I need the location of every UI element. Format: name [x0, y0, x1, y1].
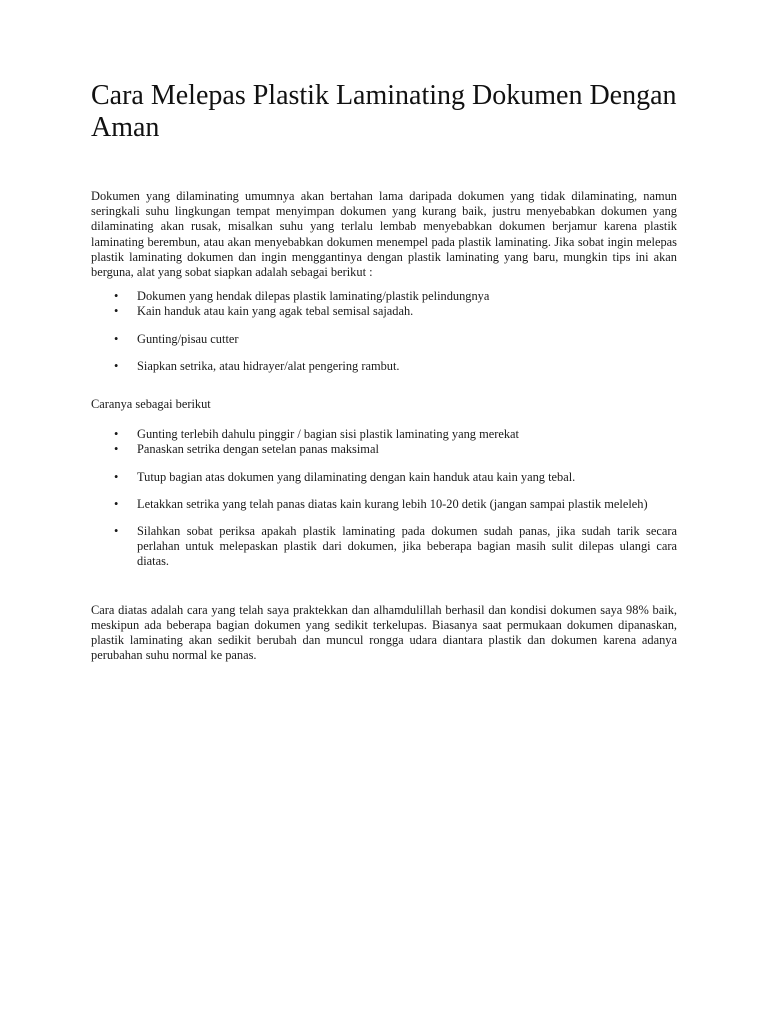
- document-title: Cara Melepas Plastik Laminating Dokumen Dengan Aman: [91, 80, 677, 143]
- list-item: • Letakkan setrika yang telah panas diatas kain kurang lebih 10-20 detik (jangan sampai plastik meleleh): [91, 497, 677, 512]
- list-item: • Silahkan sobat periksa apakah plastik laminating pada dokumen sudah panas, jika sudah tarik secara perlahan untuk melepaskan plastik dari dokumen, jika beberapa bagian masih sulit dilepas ulangi cara diatas.: [91, 524, 677, 570]
- list-item: • Siapkan setrika, atau hidrayer/alat pengering rambut.: [91, 359, 677, 374]
- list-item: • Panaskan setrika dengan setelan panas maksimal: [91, 442, 677, 457]
- list-item: • Kain handuk atau kain yang agak tebal semisal sajadah.: [91, 304, 677, 319]
- tools-list: [91, 289, 677, 374]
- list-item: • Gunting terlebih dahulu pinggir / bagian sisi plastik laminating yang merekat: [91, 427, 677, 442]
- document-page: [91, 80, 677, 663]
- list-item: • Gunting/pisau cutter: [91, 332, 677, 347]
- steps-list: [91, 427, 677, 569]
- intro-paragraph: Dokumen yang dilaminating umumnya akan bertahan lama daripada dokumen yang tidak dilaminating, namun seringkali suhu lingkungan tempat menyimpan dokumen yang kurang baik, justru menyebabkan dokumen yang dilaminating akan rusak, misalkan suhu yang terlalu lembab menyebabkan dokumen berjamur karena plastik laminating berembun, atau akan menyebabkan dokumen menempel pada plastik laminating. Jika sobat ingin melepas plastik laminating dokumen dan ingin menggantinya dengan plastik laminating yang baru, mungkin tips ini akan berguna, alat yang sobat siapkan adalah sebagai berikut :: [91, 189, 677, 280]
- list-item: • Tutup bagian atas dokumen yang dilaminating dengan kain handuk atau kain yang tebal.: [91, 470, 677, 485]
- steps-label: Caranya sebagai berikut: [91, 397, 211, 412]
- list-item: • Dokumen yang hendak dilepas plastik laminating/plastik pelindungnya: [91, 289, 677, 304]
- outro-paragraph: Cara diatas adalah cara yang telah saya praktekkan dan alhamdulillah berhasil dan kondisi dokumen saya 98% baik, meskipun ada beberapa bagian dokumen yang sedikit terkelupas. Biasanya saat permukaan dokumen dipanaskan, plastik laminating akan sedikit berubah dan muncul rongga udara diantara plastik dan dokumen karena adanya perubahan suhu normal ke panas.: [91, 602, 677, 663]
